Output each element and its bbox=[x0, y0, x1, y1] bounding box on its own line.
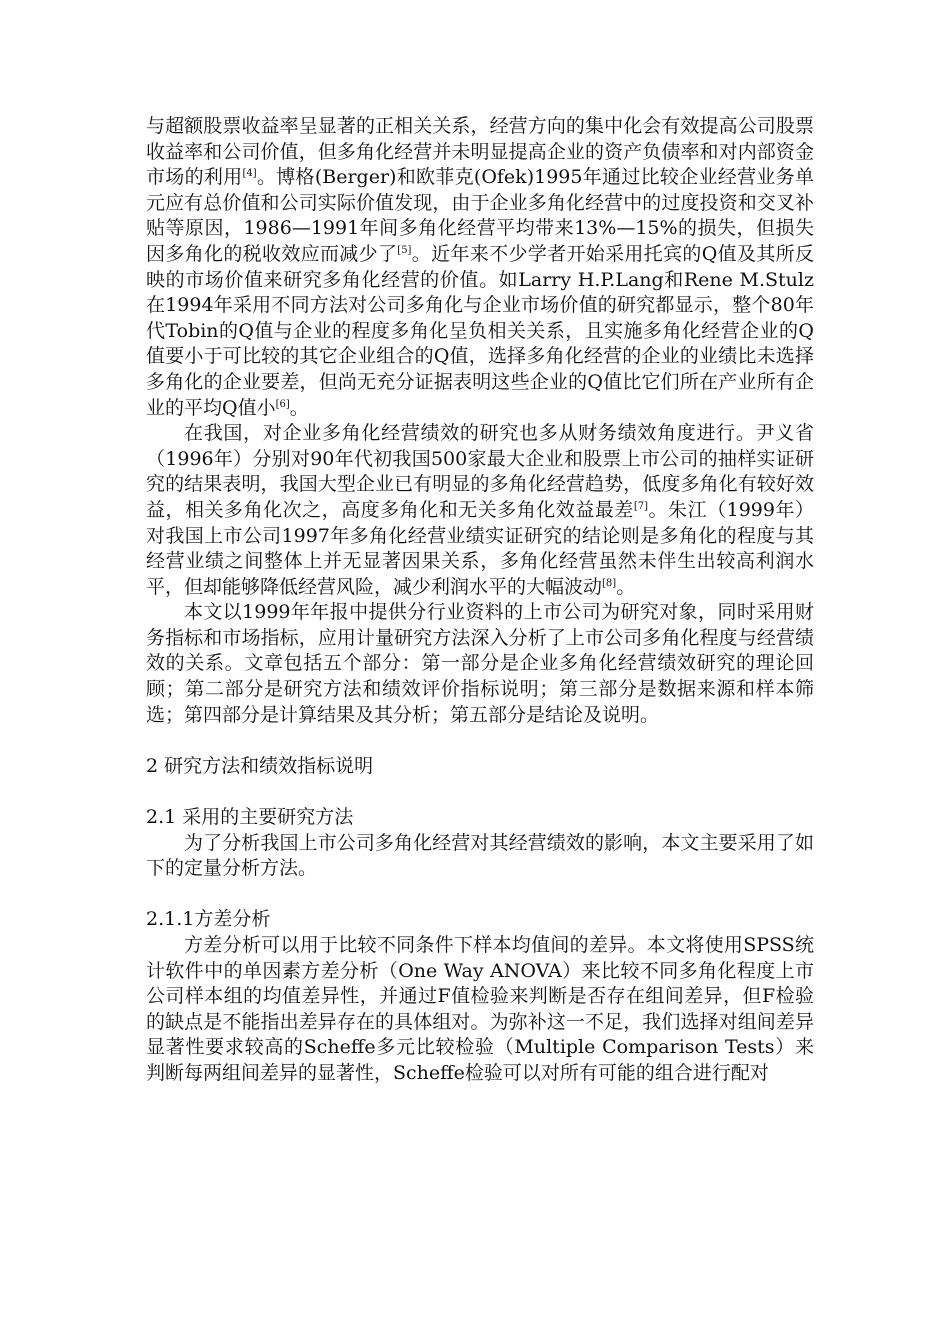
blank-line bbox=[146, 882, 814, 908]
section-heading-2-1-1: 2.1.1方差分析 bbox=[146, 908, 271, 931]
section-heading-2: 2 研究方法和绩效指标说明 bbox=[146, 754, 374, 777]
paragraph-4: 为了分析我国上市公司多角化经营对其经营绩效的影响，本文主要采用了如下的定量分析方法。 bbox=[146, 831, 814, 880]
paragraph-5: 方差分析可以用于比较不同条件下样本均值间的差异。本文将使用SPSS统计软件中的单因素方差分析（One Way ANOVA）来比较不同多角化程度上市公司样本组的均值差异性，并通过F值检验来判断是否存在组间差异，但F检验的缺点是不能指出差异存在的具体组对。为弥补这一不足，我们选择对组间差异显著性要求较高的Scheffe多元比较检验（Multiple Comparison Tests）来判断每两组间差异的显著性，Scheffe检验可以对所有可能的组合进行配对 bbox=[146, 934, 814, 1084]
citation-ref-8: [8] bbox=[602, 577, 617, 589]
paragraph-2 bbox=[146, 421, 814, 600]
text-run: 。 bbox=[289, 396, 309, 419]
text-run: 。朱江（1999年）对我国上市公司1997年多角化经营业绩实证研究的结论则是多角化的程度与其经营业绩之间整体上并无显著因果关系，多角化经营虽然未伴生出较高利润水平，但却能够降低经营风险，减少利润水平的大幅波动 bbox=[146, 498, 814, 598]
blank-line bbox=[146, 779, 814, 805]
citation-ref-5: [5] bbox=[397, 244, 412, 256]
section-heading-2-1: 2.1 采用的主要研究方法 bbox=[146, 806, 354, 829]
citation-ref-7: [7] bbox=[633, 500, 649, 512]
paragraph-1 bbox=[146, 114, 814, 421]
text-run: 。博格(Berger)和欧菲克(Ofek)1995年通过比较企业经营业务单元应有总价值和公司实际价值发现，由于企业多角化经营中的过度投资和交叉补贴等原因，1986—1991年间多角化经营平均带来13%—15%的损失，但损失因多角化的税收效应而减少了 bbox=[146, 166, 814, 265]
text-run: 与超额股票收益率呈显著的正相关关系，经营方向的集中化会有效提高公司股票收益率和公司价值，但多角化经营并未明显提高企业的资产负债率和对内部资金市场的利用 bbox=[146, 115, 814, 189]
document-body bbox=[146, 114, 814, 1087]
citation-ref-4: [4] bbox=[242, 168, 257, 180]
blank-line bbox=[146, 728, 814, 754]
text-run: 在我国，对企业多角化经营绩效的研究也多从财务绩效角度进行。尹义省（1996年）分别对90年代初我国500家最大企业和股票上市公司的抽样实证研究的结果表明，我国大型企业已有明显的多角化经营趋势，低度多角化有较好效益，相关多角化次之，高度多角化和无关多角化效益最差 bbox=[146, 422, 814, 521]
citation-ref-6: [6] bbox=[275, 398, 290, 410]
paragraph-3: 本文以1999年年报中提供分行业资料的上市公司为研究对象，同时采用财务指标和市场指标，应用计量研究方法深入分析了上市公司多角化程度与经营绩效的关系。文章包括五个部分：第一部分是企业多角化经营绩效研究的理论回顾；第二部分是研究方法和绩效评价指标说明；第三部分是数据来源和样本筛选；第四部分是计算结果及其分析；第五部分是结论及说明。 bbox=[146, 601, 814, 726]
text-run: 。 bbox=[616, 575, 636, 598]
text-run: 。近年来不少学者开始采用托宾的Q值及其所反映的市场价值来研究多角化经营的价值。如Larry H.P.Lang和Rene M.Stulz在1994年采用不同方法对公司多角化与企业市场价值的研究都显示，整个80年代Tobin的Q值与企业的程度多角化呈负相关关系，且实施多角化经营企业的Q值要小于可比较的其它企业组合的Q值，选择多角化经营的企业的业绩比未选择多角化的企业要差，但尚无充分证据表明这些企业的Q值比它们所在产业所有企业的平均Q值小 bbox=[146, 242, 814, 419]
